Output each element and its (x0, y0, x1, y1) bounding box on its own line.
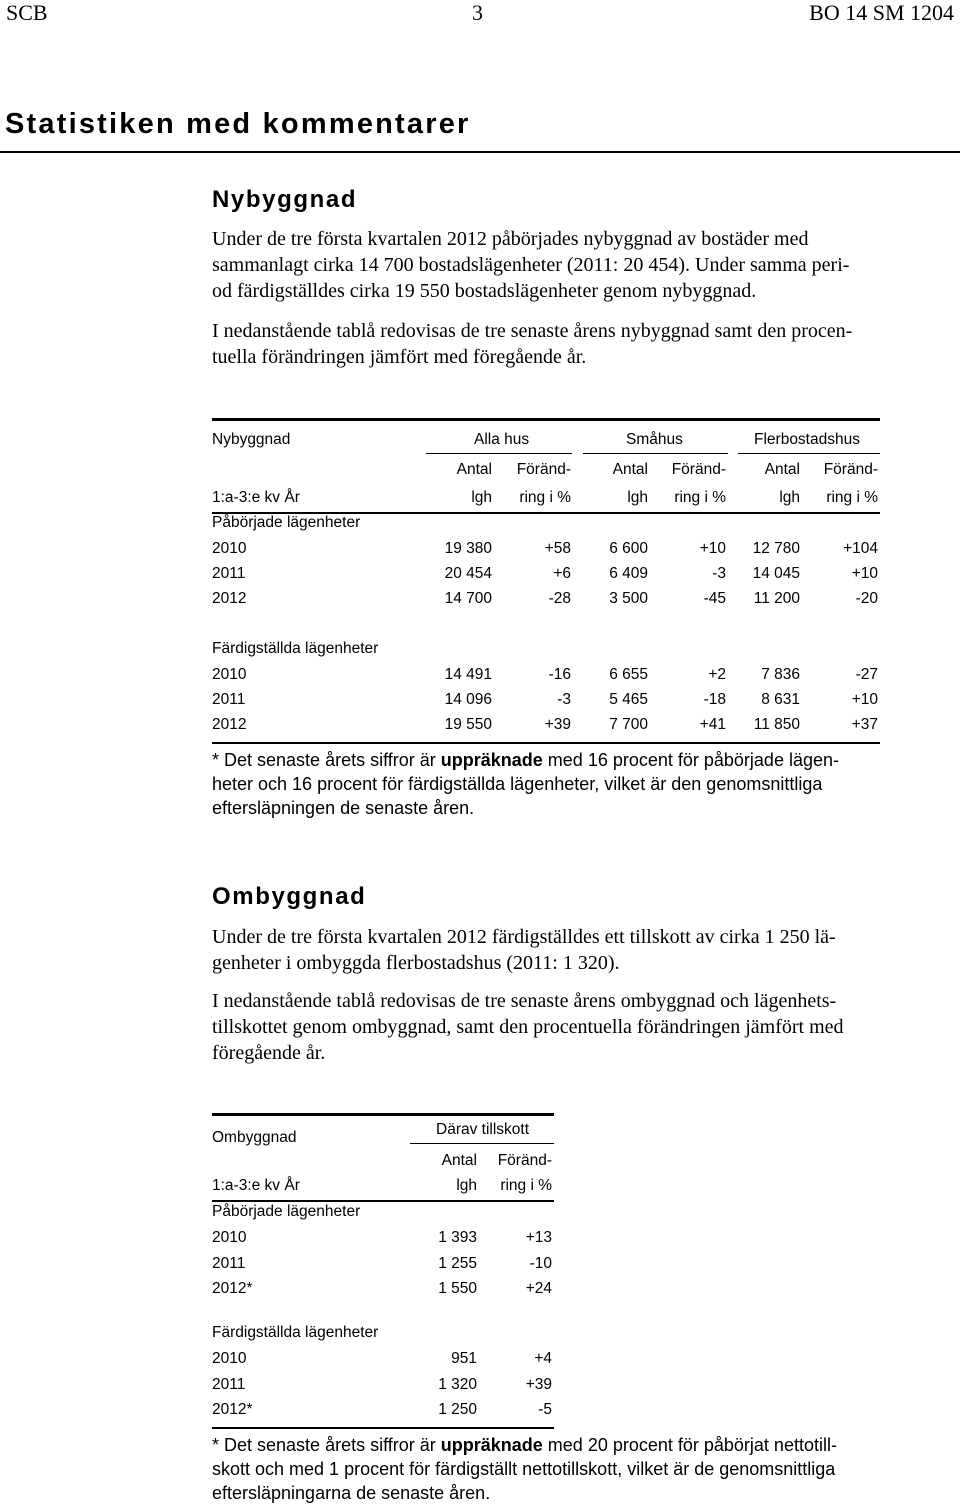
group-header: Därav tillskott (436, 1121, 530, 1138)
table-cell: 19 550 (444, 716, 492, 733)
table-cell-year: 2011 (212, 691, 246, 708)
subheader-label: Föränd- (516, 461, 571, 478)
table-cell: 14 700 (444, 590, 492, 607)
section-label: Färdigställda lägenheter (212, 640, 379, 657)
table-cell-year: 2011 (212, 565, 246, 582)
page-title: Statistiken med kommentarer (5, 108, 471, 140)
table-cell-year: 2012 (212, 716, 247, 733)
table-cell: 11 200 (753, 590, 800, 607)
group-rule (738, 453, 880, 454)
footnote-text: skott och med 1 procent för färdigställt nettotillskott, vilket är de genomsnittliga (212, 1459, 836, 1479)
ombyggnad-footnote (212, 1433, 952, 1505)
subheader-label: ring i % (519, 489, 571, 506)
table-cell: -16 (548, 666, 571, 683)
footnote-emphasis: uppräknade (440, 1435, 543, 1455)
subheader-label: lgh (471, 489, 492, 506)
section-label: Påbörjade lägenheter (212, 514, 361, 531)
table-cell: +41 (699, 716, 726, 733)
group-rule (426, 453, 572, 454)
footnote-text: * Det senaste årets siffror är (212, 750, 441, 770)
subheader-label: Antal (612, 461, 648, 478)
table-top-rule (212, 418, 880, 421)
subheader-label: ring i % (674, 489, 726, 506)
table-cell: -20 (855, 590, 878, 607)
table-cell: +37 (851, 716, 878, 733)
table-cell: +104 (843, 540, 878, 557)
footnote-text: * Det senaste årets siffror är (212, 1435, 441, 1455)
table-cell: 7 700 (609, 716, 648, 733)
table-cell-year: 2010 (212, 666, 247, 683)
group-header: Småhus (626, 431, 683, 448)
nybyggnad-paragraph-2 (212, 318, 947, 370)
table-cell: +10 (851, 565, 878, 582)
table-cell-year: 2011 (212, 1375, 246, 1393)
table-cell: +6 (553, 565, 571, 582)
ombyggnad-paragraph-2 (212, 988, 947, 1066)
table-title: Nybyggnad (212, 431, 291, 448)
table-cell: +2 (708, 666, 726, 683)
table-cell: 14 045 (752, 565, 800, 582)
subheader-label: Antal (441, 1152, 477, 1169)
table-bottom-rule (212, 1427, 554, 1429)
table-cell: 6 655 (609, 666, 648, 683)
table-cell: -27 (855, 666, 878, 683)
ombyggnad-paragraph-1 (212, 924, 947, 976)
table-cell: -3 (712, 565, 726, 582)
table-cell: +58 (544, 540, 571, 557)
subheader-label: ring i % (826, 489, 878, 506)
subheader-label: lgh (627, 489, 648, 506)
table-cell: +39 (525, 1375, 552, 1393)
group-rule (410, 1143, 554, 1144)
subheader-label: Föränd- (671, 461, 726, 478)
table-cell: 8 631 (761, 691, 800, 708)
footnote-text: med 20 procent för påbörjat nettotill- (542, 1435, 837, 1455)
nybyggnad-paragraph-1 (212, 226, 947, 304)
table-cell: 14 491 (444, 666, 492, 683)
title-divider (0, 151, 960, 153)
header-bottom-rule (212, 1200, 554, 1202)
table-cell-year: 2012* (212, 1401, 253, 1418)
table-cell-year: 2012* (212, 1280, 253, 1297)
text-line: föregående år. (212, 1042, 326, 1064)
text-line: genheter i ombyggda flerbostadshus (2011: 1 320). (212, 952, 620, 974)
table-cell: 1 250 (438, 1401, 477, 1418)
table-top-rule (212, 1113, 554, 1116)
group-header: Alla hus (474, 431, 530, 448)
table-cell: -45 (703, 590, 726, 607)
table-cell: 3 500 (609, 590, 648, 607)
subheader-label: lgh (456, 1177, 477, 1194)
table-cell: 6 409 (609, 565, 648, 582)
text-line: tuella förändringen jämfört med föregående år. (212, 346, 587, 368)
table-cell-year: 2010 (212, 1350, 247, 1367)
table-cell: +24 (525, 1280, 552, 1297)
text-line: tillskottet genom ombyggnad, samt den procentuella förändringen jämfört med (212, 1016, 844, 1038)
table-cell: 19 380 (444, 540, 492, 557)
table-cell: 7 836 (761, 666, 800, 683)
subheader-label: Föränd- (823, 461, 878, 478)
table-cell: 11 850 (753, 716, 800, 733)
group-header: Flerbostadshus (754, 431, 860, 448)
table-cell: 5 465 (609, 691, 648, 708)
section-heading-ombyggnad: Ombyggnad (212, 883, 367, 910)
footnote-text: heter och 16 procent för färdigställda lägenheter, vilket är den genomsnittliga (212, 774, 823, 794)
table-cell: 1 550 (438, 1280, 477, 1297)
footnote-text: eftersläpningen de senaste åren. (212, 798, 475, 818)
footnote-text: med 16 procent för påbörjade lägen- (542, 750, 839, 770)
table-cell: +4 (534, 1350, 552, 1367)
row-header-label: 1:a-3:e kv År (212, 1177, 300, 1194)
table-cell: -18 (703, 691, 726, 708)
table-cell: 1 255 (438, 1254, 477, 1272)
text-line: Under de tre första kvartalen 2012 färdigställdes ett tillskott av cirka 1 250 lä- (212, 926, 836, 948)
table-cell: +13 (525, 1229, 552, 1246)
row-header-label: 1:a-3:e kv År (212, 489, 300, 506)
table-cell: -10 (529, 1254, 552, 1272)
subheader-label: ring i % (500, 1177, 552, 1194)
subheader-label: Antal (764, 461, 800, 478)
table-cell: 1 393 (438, 1229, 477, 1246)
header-publication-code: BO 14 SM 1204 (809, 0, 954, 25)
text-line: I nedanstående tablå redovisas de tre senaste årens nybyggnad samt den procen- (212, 320, 853, 342)
table-title: Ombyggnad (212, 1129, 297, 1146)
table-cell: -28 (548, 590, 571, 607)
group-rule (583, 453, 728, 454)
table-cell: +10 (851, 691, 878, 708)
subheader-label: Föränd- (497, 1152, 552, 1169)
section-heading-nybyggnad: Nybyggnad (212, 186, 358, 213)
table-cell: 1 320 (438, 1375, 477, 1393)
table-cell: +10 (699, 540, 726, 557)
page-number: 3 (472, 0, 483, 25)
section-label: Färdigställda lägenheter (212, 1324, 379, 1341)
nybyggnad-footnote (212, 748, 952, 820)
subheader-label: lgh (779, 489, 800, 506)
section-label: Påbörjade lägenheter (212, 1203, 361, 1220)
table-cell-year: 2012 (212, 590, 247, 607)
text-line: od färdigställdes cirka 19 550 bostadslägenheter genom nybyggnad. (212, 280, 757, 302)
table-cell-year: 2010 (212, 1229, 247, 1246)
table-cell: 6 600 (609, 540, 648, 557)
table-cell: -5 (538, 1401, 552, 1418)
table-cell: 12 780 (752, 540, 800, 557)
footnote-text: eftersläpningarna de senaste åren. (212, 1483, 491, 1503)
text-line: sammanlagt cirka 14 700 bostadslägenheter (2011: 20 454). Under samma peri- (212, 254, 850, 276)
table-cell: 20 454 (444, 565, 492, 582)
text-line: Under de tre första kvartalen 2012 påbörjades nybyggnad av bostäder med (212, 228, 809, 250)
table-cell: 14 096 (444, 691, 492, 708)
table-cell: -3 (557, 691, 571, 708)
table-cell: 951 (451, 1350, 477, 1367)
table-cell-year: 2010 (212, 540, 247, 557)
table-bottom-rule (212, 742, 880, 744)
table-cell-year: 2011 (212, 1254, 246, 1272)
header-agency: SCB (6, 0, 48, 25)
subheader-label: Antal (456, 461, 492, 478)
table-cell: +39 (544, 716, 571, 733)
footnote-emphasis: uppräknade (440, 750, 543, 770)
text-line: I nedanstående tablå redovisas de tre senaste årens ombyggnad och lägenhets- (212, 990, 837, 1012)
